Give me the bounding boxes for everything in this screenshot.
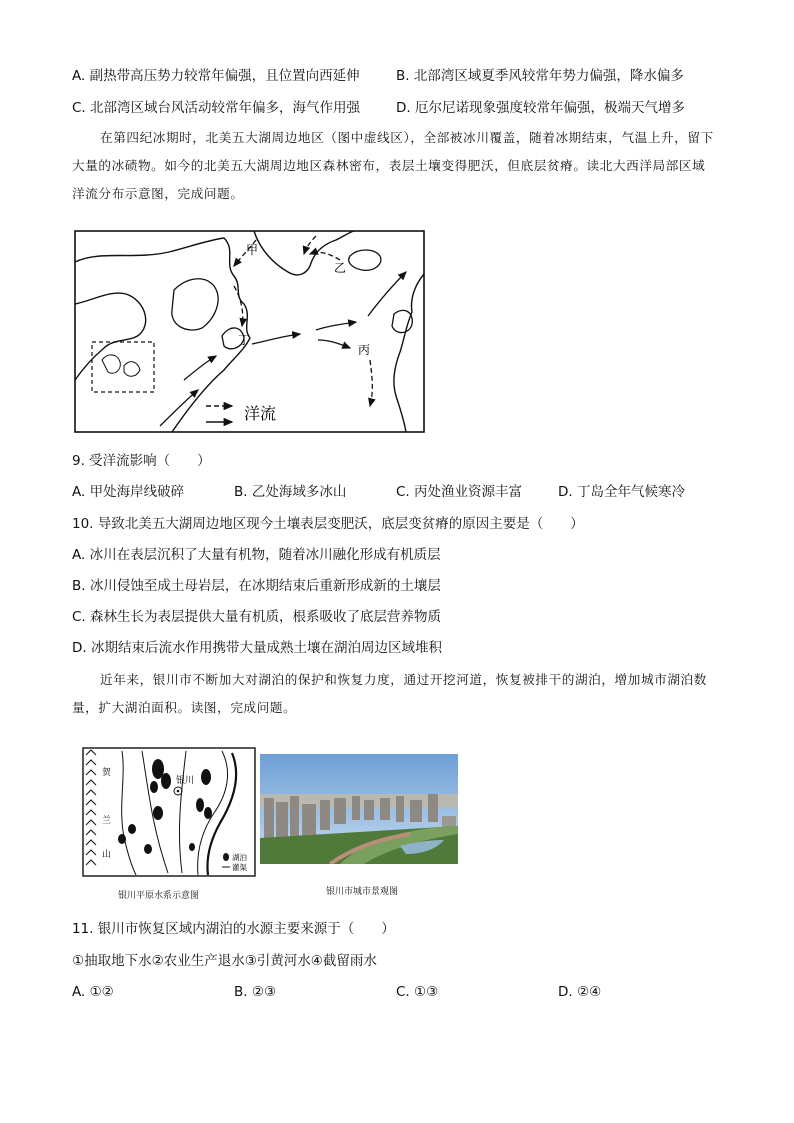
legend-lake-label: 湖泊 [232,853,247,862]
q11-option-c: C. ①③ [396,984,439,1000]
mountain-label-shan: 山 [102,850,112,860]
q10-option-a: A. 冰川在表层沉积了大量有机物，随着冰川融化形成有机质层 [72,547,441,563]
q8-option-d: D. 厄尔尼诺现象强度较常年偏强，极端天气增多 [396,100,685,116]
q9-stem: 9. 受洋流影响（ ） [72,453,211,469]
q8-option-a: A. 副热带高压势力较常年偏强，且位置向西延伸 [72,68,360,84]
yinchuan-water-system-map [82,747,257,883]
q9-option-d: D. 丁岛全年气候寒冷 [558,484,685,500]
q11-stem: 11. 银川市恢复区域内湖泊的水源主要来源于（ ） [72,921,395,937]
label-jia: 甲 [246,243,259,257]
north-atlantic-current-map [74,230,426,438]
q9-option-b: B. 乙处海域多冰山 [234,484,347,500]
passage-yinchuan: 近年来，银川市不断加大对湖泊的保护和恢复力度，通过开挖河道，恢复被排干的湖泊，增加城市湖泊数量，扩大湖泊面积。读图，完成问题。 [72,672,707,715]
city-yinchuan-label: 银川 [176,776,195,786]
q10-stem: 10. 导致北美五大湖周边地区现今土壤表层变肥沃，底层变贫瘠的原因主要是（ ） [72,516,584,532]
label-ding: 丁 [238,333,251,347]
q10-option-b: B. 冰川侵蚀至成土母岩层，在冰期结束后重新形成新的土壤层 [72,578,441,594]
q11-items: ①抽取地下水②农业生产退水③引黄河水④截留雨水 [72,953,377,969]
label-yi: 乙 [334,261,347,275]
q11-option-a: A. ①② [72,984,114,1000]
q10-option-c: C. 森林生长为表层提供大量有机质，根系吸收了底层营养物质 [72,609,442,625]
q8-option-b: B. 北部湾区域夏季风较常年势力偏强，降水偏多 [396,68,684,84]
q11-option-b: B. ②③ [234,984,277,1000]
legend-canal-label: 灌渠 [232,863,247,872]
mountain-label-lan: 兰 [102,816,112,826]
q9-option-a: A. 甲处海岸线破碎 [72,484,185,500]
passage-great-lakes: 在第四纪冰期时，北美五大湖周边地区（图中虚线区），全部被冰川覆盖，随着冰期结束，气温上升，留下大量的冰碛物。如今的北美五大湖周边地区森林密布，表层土壤变得肥沃，但底层贫瘠。读北大西洋局部区域洋流分布示意图，完成问题。 [72,130,714,201]
q10-option-d: D. 冰期结束后流水作用携带大量成熟土壤在湖泊周边区域堆积 [72,640,442,656]
q11-option-d: D. ②④ [558,984,602,1000]
photo-caption: 银川市城市景观图 [326,887,399,897]
map2-caption: 银川平原水系示意图 [118,891,200,901]
mountain-label-he: 贺 [102,768,112,778]
legend-current-label: 洋流 [244,404,277,423]
q9-option-c: C. 丙处渔业资源丰富 [396,484,523,500]
label-bing: 丙 [358,343,371,357]
yinchuan-city-photo [260,754,458,868]
q8-option-c: C. 北部湾区域台风活动较常年偏多，海气作用强 [72,100,361,116]
